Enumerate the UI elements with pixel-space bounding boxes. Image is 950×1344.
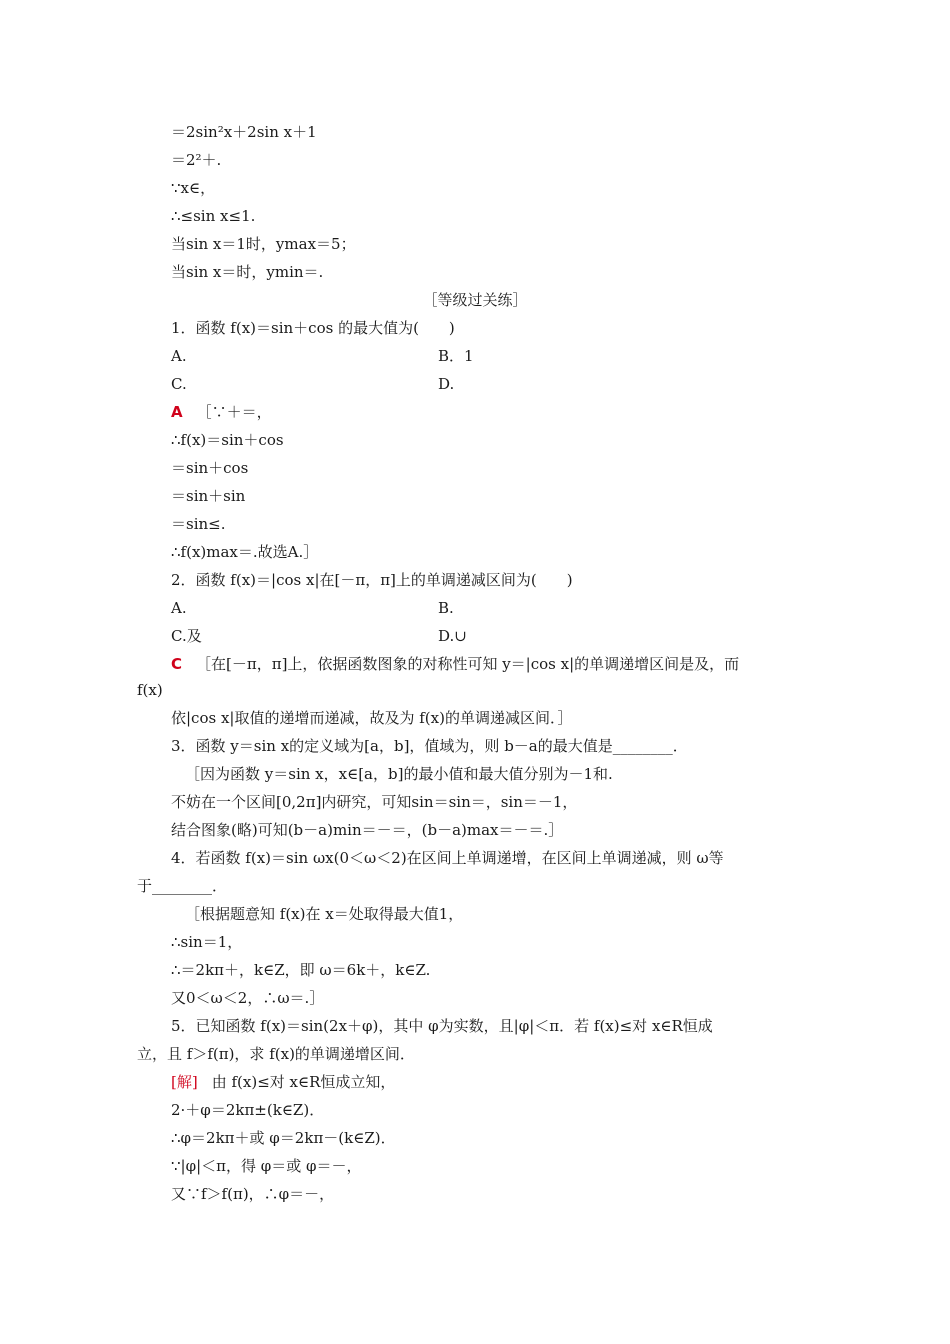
section-heading: ［等级过关练］ [422, 291, 528, 309]
option-c: C. [171, 375, 187, 393]
text-line: ∴f(x)＝sin＋cos [171, 431, 284, 449]
text-line: f(x) [137, 681, 163, 699]
text-line: ∵|φ|＜π，得 φ＝或 φ＝－， [171, 1157, 362, 1175]
solution-text: ［在[－π，π]上，依据函数图象的对称性可知 y＝|cos x|的单调递增区间是及，而 [196, 655, 740, 673]
solution-text: 由 f(x)≤对 x∈R恒成立知， [211, 1073, 396, 1091]
question-5: 5．已知函数 f(x)＝sin(2x＋φ)，其中 φ为实数，且|φ|＜π．若 f(x)≤对 x∈R恒成 [171, 1017, 713, 1035]
option-a: A. [171, 347, 187, 365]
answer-line [171, 402, 272, 422]
text-line: ＝sin≤. [171, 515, 226, 533]
option-d: D.∪ [438, 627, 467, 645]
answer-badge: A [171, 403, 183, 421]
text-line: ［因为函数 y＝sin x，x∈[a，b]的最小值和最大值分别为－1和. [185, 765, 613, 783]
text-line: ∴sin＝1， [171, 933, 243, 951]
question-4: 4．若函数 f(x)＝sin ωx(0＜ω＜2)在区间上单调递增，在区间上单调递减，则 ω等 [171, 849, 724, 867]
option-a: A. [171, 599, 187, 617]
option-c: C.及 [171, 627, 202, 645]
option-b: B. [438, 599, 454, 617]
option-b: B．1 [438, 347, 474, 365]
question-2: 2．函数 f(x)＝|cos x|在[－π，π]上的单调递减区间为( ) [171, 571, 573, 589]
question-1: 1．函数 f(x)＝sin＋cos 的最大值为( ) [171, 319, 455, 337]
text-line: ∴f(x)max＝.故选A.］ [171, 543, 319, 561]
solution-text: ［∵＋＝， [196, 403, 272, 421]
solution-line [171, 1072, 395, 1092]
text-line: ∴＝2kπ＋，k∈Z，即 ω＝6k＋，k∈Z. [171, 961, 431, 979]
text-line: ＝sin＋sin [171, 487, 246, 505]
text-line: ＝2²＋. [171, 151, 222, 169]
text-line: ＝sin＋cos [171, 459, 249, 477]
text-line: ∵x∈， [171, 179, 216, 197]
question-3: 3．函数 y＝sin x的定义域为[a，b]，值域为，则 b－a的最大值是________． [171, 737, 688, 755]
text-line: 不妨在一个区间[0,2π]内研究，可知sin＝sin＝，sin＝－1， [171, 793, 578, 811]
text-line: 于________． [137, 877, 228, 895]
text-line: 又0＜ω＜2，∴ω＝.］ [171, 989, 325, 1007]
option-d: D. [438, 375, 455, 393]
text-line: 结合图象(略)可知(b－a)min＝－＝，(b－a)max＝－＝.］ [171, 821, 564, 839]
text-line: ［根据题意知 f(x)在 x＝处取得最大值1， [185, 905, 464, 923]
text-line: ∴φ＝2kπ＋或 φ＝2kπ－(k∈Z)． [171, 1129, 396, 1147]
text-line: 当sin x＝时，ymin＝. [171, 263, 324, 281]
text-line: 依|cos x|取值的递增而递减，故及为 f(x)的单调递减区间．］ [171, 709, 573, 727]
text-line: 立，且 f＞f(π)，求 f(x)的单调递增区间． [137, 1045, 415, 1063]
solution-tag: [解] [171, 1073, 198, 1091]
text-line: ∴≤sin x≤1. [171, 207, 256, 225]
text-line: 当sin x＝1时，ymax＝5； [171, 235, 356, 253]
text-line: 2·＋φ＝2kπ±(k∈Z)． [171, 1101, 325, 1119]
answer-badge: C [171, 655, 183, 673]
text-line: 又∵f＞f(π)，∴φ＝－， [171, 1185, 335, 1203]
text-line: ＝2sin²x＋2sin x＋1 [171, 123, 317, 141]
answer-line [171, 654, 739, 674]
